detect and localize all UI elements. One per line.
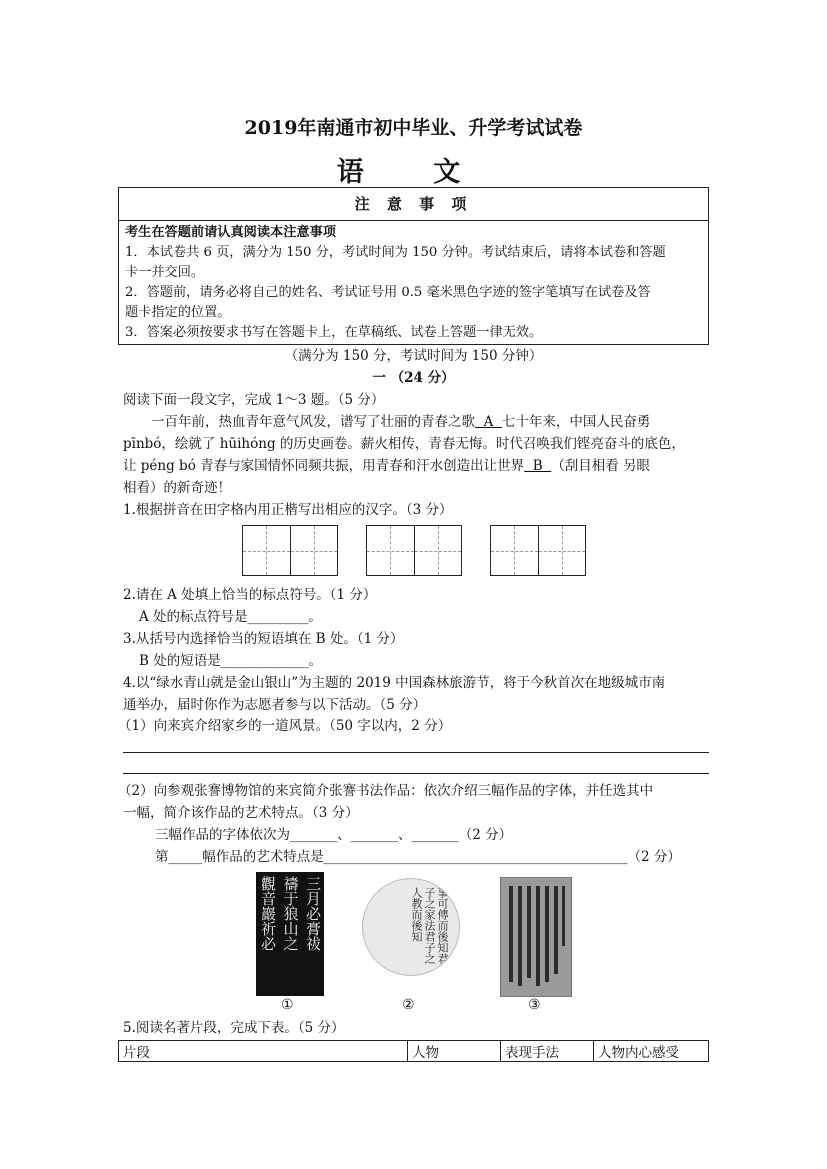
- section-heading: 一 （24 分）: [372, 370, 455, 386]
- question-4-2-fonts[interactable]: 三幅作品的字体依次为_______、_______、_______（2 分）: [155, 827, 513, 843]
- question-3: 3.从括号内选择恰当的短语填在 B 处。（1 分）: [123, 631, 404, 647]
- blank-a: A: [475, 414, 502, 430]
- question-4-2: （2）向参观张謇博物馆的来宾简介张謇书法作品：依次介绍三幅作品的字体，并任选其中: [118, 783, 654, 799]
- question-1: 1.根据拼音在田字格内用正楷写出相应的汉字。（3 分）: [123, 502, 453, 518]
- calligraphy-artwork-2: [362, 878, 460, 976]
- artwork-1-column: 三月必膏祓: [304, 876, 322, 951]
- question-4-2: 一幅，简介该作品的艺术特点。（3 分）: [123, 805, 359, 821]
- passage-text: （刮目相看 另眼: [551, 458, 651, 474]
- writing-grid-1[interactable]: [242, 525, 338, 576]
- table-header: 表现手法: [501, 1041, 594, 1062]
- table-header: 人物内心感受: [594, 1041, 709, 1062]
- question-2: 2.请在 A 处填上恰当的标点符号。（1 分）: [123, 587, 377, 603]
- passage-intro: 阅读下面一段文字，完成 1～3 题。（5 分）: [123, 392, 385, 408]
- artwork-caption-2: ②: [402, 997, 415, 1013]
- question-5-table: [118, 1040, 709, 1062]
- passage-line: [151, 411, 737, 433]
- writing-grid-3[interactable]: [490, 525, 586, 576]
- artwork-caption-1: ①: [281, 997, 294, 1013]
- artwork-caption-3: ③: [528, 997, 541, 1013]
- question-2-answer[interactable]: A 处的标点符号是_________。: [139, 609, 322, 625]
- artwork-2-text: 事可傳而後知君子之家法君子之人教而後知: [410, 887, 449, 964]
- blank-b: B: [524, 458, 552, 474]
- notice-lead: 考生在答题前请认真阅读本注意事项: [125, 225, 336, 240]
- notice-item: 3．答案必须按要求书写在答题卡上，在草稿纸、试卷上答题一律无效。: [125, 325, 543, 340]
- question-4-1: （1）向来宾介绍家乡的一道风景。（50 字以内，2 分）: [118, 718, 452, 734]
- passage-text: 让 péng bó 青春与家国情怀同频共振，用青春和汗水创造出让世界: [123, 458, 525, 474]
- question-3-answer[interactable]: B 处的短语是_____________。: [139, 653, 322, 669]
- exam-title: 2019年南通市初中毕业、升学考试试卷: [244, 117, 583, 139]
- notice-box: [118, 187, 709, 345]
- artwork-1-column: 禱于狼山之: [281, 876, 300, 951]
- notice-item: 2．答题前，请务必将自己的姓名、考试证号用 0.5 毫米黑色字迹的签字笔填写在试卷及答: [125, 285, 651, 300]
- calligraphy-artwork-3: [500, 877, 572, 997]
- passage-text: 相看）的新奇迹！: [123, 480, 231, 496]
- calligraphy-artwork-1: [256, 872, 324, 996]
- writing-grid-2[interactable]: [366, 525, 462, 576]
- artwork-1-column: 觀音巖祈必: [259, 876, 277, 951]
- question-4-2-feature[interactable]: 第_____幅作品的艺术特点是_____________________________________________（2 分）: [155, 849, 681, 865]
- subject-title: 语 文: [336, 157, 491, 188]
- passage-text: 七十年来，中国人民奋勇: [501, 414, 651, 430]
- notice-heading: 注 意 事 项: [119, 188, 708, 221]
- score-time: （满分为 150 分，考试时间为 150 分钟）: [284, 348, 543, 364]
- question-4: 通举办，届时你作为志愿者参与以下活动。（5 分）: [123, 697, 427, 713]
- answer-line[interactable]: [123, 752, 709, 753]
- answer-line[interactable]: [123, 773, 709, 774]
- notice-item: 卡一并交回。: [125, 265, 205, 280]
- notice-item: 1．本试卷共 6 页，满分为 150 分，考试时间为 150 分钟。考试结束后，请将本试卷和答题: [125, 245, 666, 260]
- passage-text: 一百年前，热血青年意气风发，谱写了壮丽的青春之歌: [151, 414, 475, 430]
- notice-item: 题卡指定的位置。: [125, 305, 231, 320]
- table-header: 片段: [119, 1041, 408, 1062]
- question-4: 4.以“绿水青山就是金山银山”为主题的 2019 中国森林旅游节，将于今秋首次在地级城市南: [123, 675, 666, 691]
- table-header: 人物: [408, 1041, 501, 1062]
- passage-text: pīnbó，绘就了 hūihóng 的历史画卷。薪火相传，青春无悔。时代召唤我们铿亮奋斗的底色，: [123, 436, 685, 452]
- question-5: 5.阅读名著片段，完成下表。（5 分）: [123, 1020, 345, 1036]
